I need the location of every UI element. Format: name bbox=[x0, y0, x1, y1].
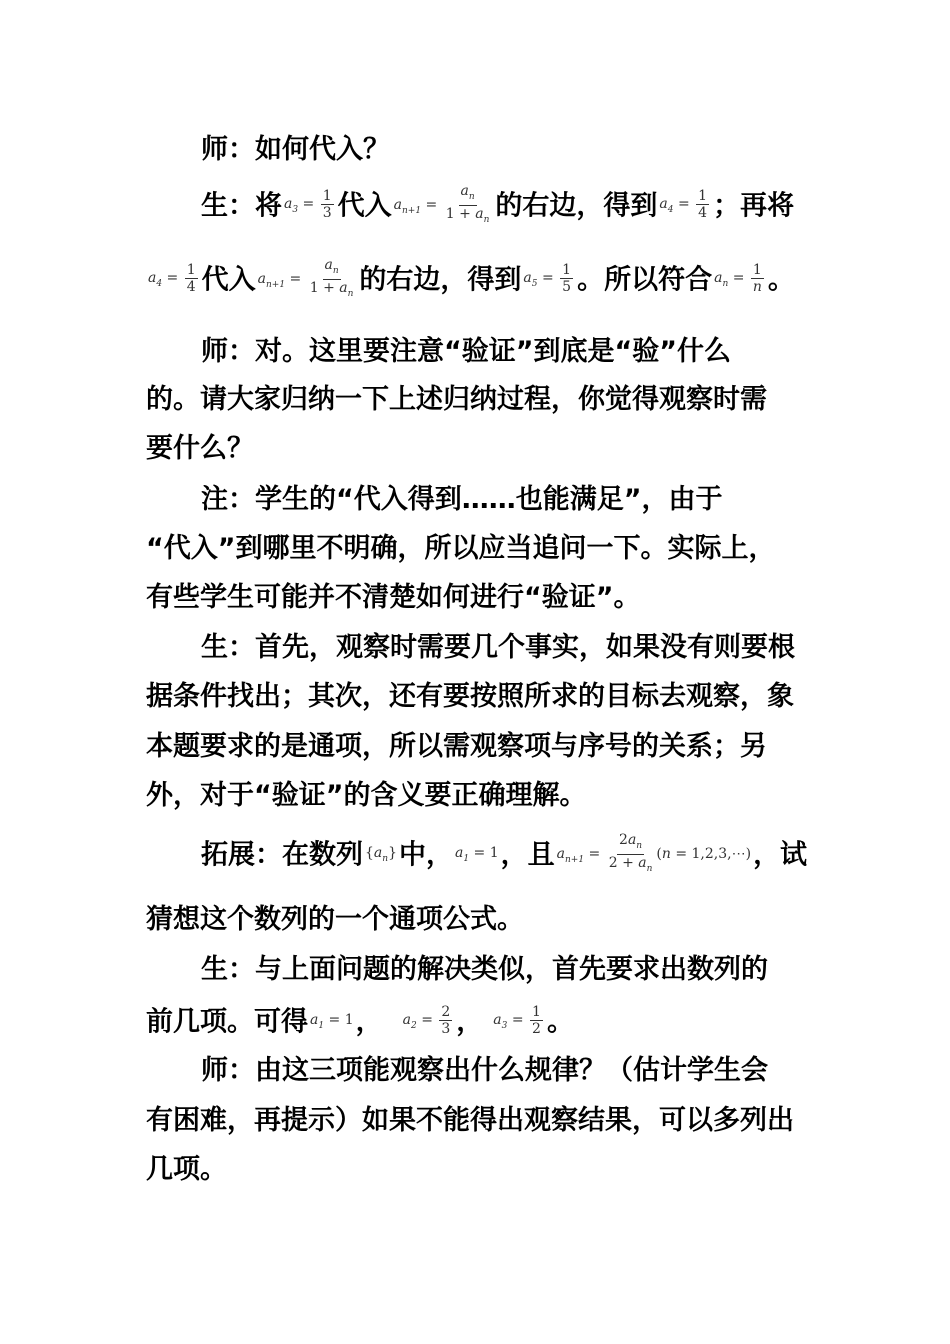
line-text: 中， bbox=[399, 839, 453, 871]
formula-a3: $a_3$ = $\frac{1}{3}$ bbox=[284, 187, 332, 221]
line-text: 。 bbox=[546, 1006, 574, 1038]
formula-a3: $a_3$ = $\frac{1}{2}$ bbox=[493, 1003, 541, 1037]
line-text: 代入 bbox=[337, 190, 392, 222]
formula-a1: $a_1 = 1$ bbox=[455, 845, 499, 864]
paragraph-line: 生：与上面问题的解决类似，首先要求出数列的 bbox=[201, 954, 768, 985]
line-text: 。 bbox=[767, 264, 795, 296]
paragraph-line: 师：如何代入？ bbox=[201, 134, 390, 165]
paragraph-line: 外，对于“验证”的含义要正确理解。 bbox=[146, 780, 587, 811]
formula-recurrence: $a_{n+1}$ = $\frac{a_n}{1 + a_n}$ bbox=[257, 257, 354, 299]
paragraph-line: 有些学生可能并不清楚如何进行“验证”。 bbox=[146, 582, 641, 613]
formula-an: $a_n$ = $\frac{1}{n}$ bbox=[714, 261, 762, 295]
formula-recurrence: $a_{n+1}$ = $\frac{2a_n}{2 + a_n}$ (n = 1,2,3,⋯) bbox=[556, 832, 752, 874]
paragraph-line bbox=[146, 1000, 806, 1046]
paragraph-line: 有困难，再提示）如果不能得出观察结果，可以多列出 bbox=[146, 1105, 794, 1136]
paragraph-line: 几项。 bbox=[146, 1154, 227, 1185]
line-text: 的右边，得到 bbox=[495, 190, 658, 222]
formula-a1: $a_1 = 1$ bbox=[310, 1012, 354, 1031]
paragraph-line: “代入”到哪里不明确，所以应当追问一下。实际上， bbox=[146, 533, 776, 564]
formula-text-layer bbox=[0, 0, 1, 1]
line-text: ， bbox=[355, 1006, 383, 1038]
paragraph-line: 注：学生的“代入得到……也能满足”，由于 bbox=[201, 484, 723, 515]
line-text: 拓展：在数列 bbox=[201, 839, 363, 871]
paragraph-line: 猜想这个数列的一个通项公式。 bbox=[146, 904, 524, 935]
paragraph-line: 师：对。这里要注意“验证”到底是“验”什么 bbox=[201, 336, 731, 367]
line-text: 生：将 bbox=[201, 190, 282, 222]
formula-a5: $a_5$ = $\frac{1}{5}$ bbox=[523, 261, 572, 295]
line-text: 代入 bbox=[201, 264, 256, 296]
paragraph-line: 生：首先，观察时需要几个事实，如果没有则要根 bbox=[201, 632, 795, 663]
line-text: ， bbox=[456, 1006, 484, 1038]
paragraph-line: 要什么？ bbox=[146, 433, 254, 464]
paragraph-line: 师：由这三项能观察出什么规律？（估计学生会 bbox=[201, 1055, 768, 1086]
formula-recurrence: $a_{n+1}$ = $\frac{a_n}{1 + a_n}$ bbox=[393, 183, 490, 225]
formula-a2: $a_2$ = $\frac{2}{3}$ bbox=[402, 1003, 451, 1037]
line-text: 的右边，得到 bbox=[359, 264, 522, 296]
formula-text bbox=[0, 0, 1, 1]
paragraph-line: 的。请大家归纳一下上述归纳过程，你觉得观察时需 bbox=[146, 384, 767, 415]
line-text: ；再将 bbox=[713, 190, 795, 222]
paragraph-line bbox=[146, 257, 806, 305]
line-text: 。所以符合 bbox=[577, 264, 713, 296]
formula-a4: $a_4$ = $\frac{1}{4}$ bbox=[659, 187, 708, 221]
paragraph-line bbox=[201, 183, 806, 231]
paragraph-line: 据条件找出；其次，还有要按照所求的目标去观察，象 bbox=[146, 681, 794, 712]
formula-a4: $a_4$ = $\frac{1}{4}$ bbox=[148, 261, 196, 295]
paragraph-line: 本题要求的是通项，所以需观察项与序号的关系；另 bbox=[146, 731, 767, 762]
line-text: ，且 bbox=[500, 839, 555, 871]
line-text: ，试 bbox=[753, 839, 808, 871]
line-text: 前几项。可得 bbox=[146, 1006, 308, 1038]
formula-sequence: $\{a_n\}$ bbox=[365, 845, 397, 864]
paragraph-line bbox=[201, 832, 806, 880]
